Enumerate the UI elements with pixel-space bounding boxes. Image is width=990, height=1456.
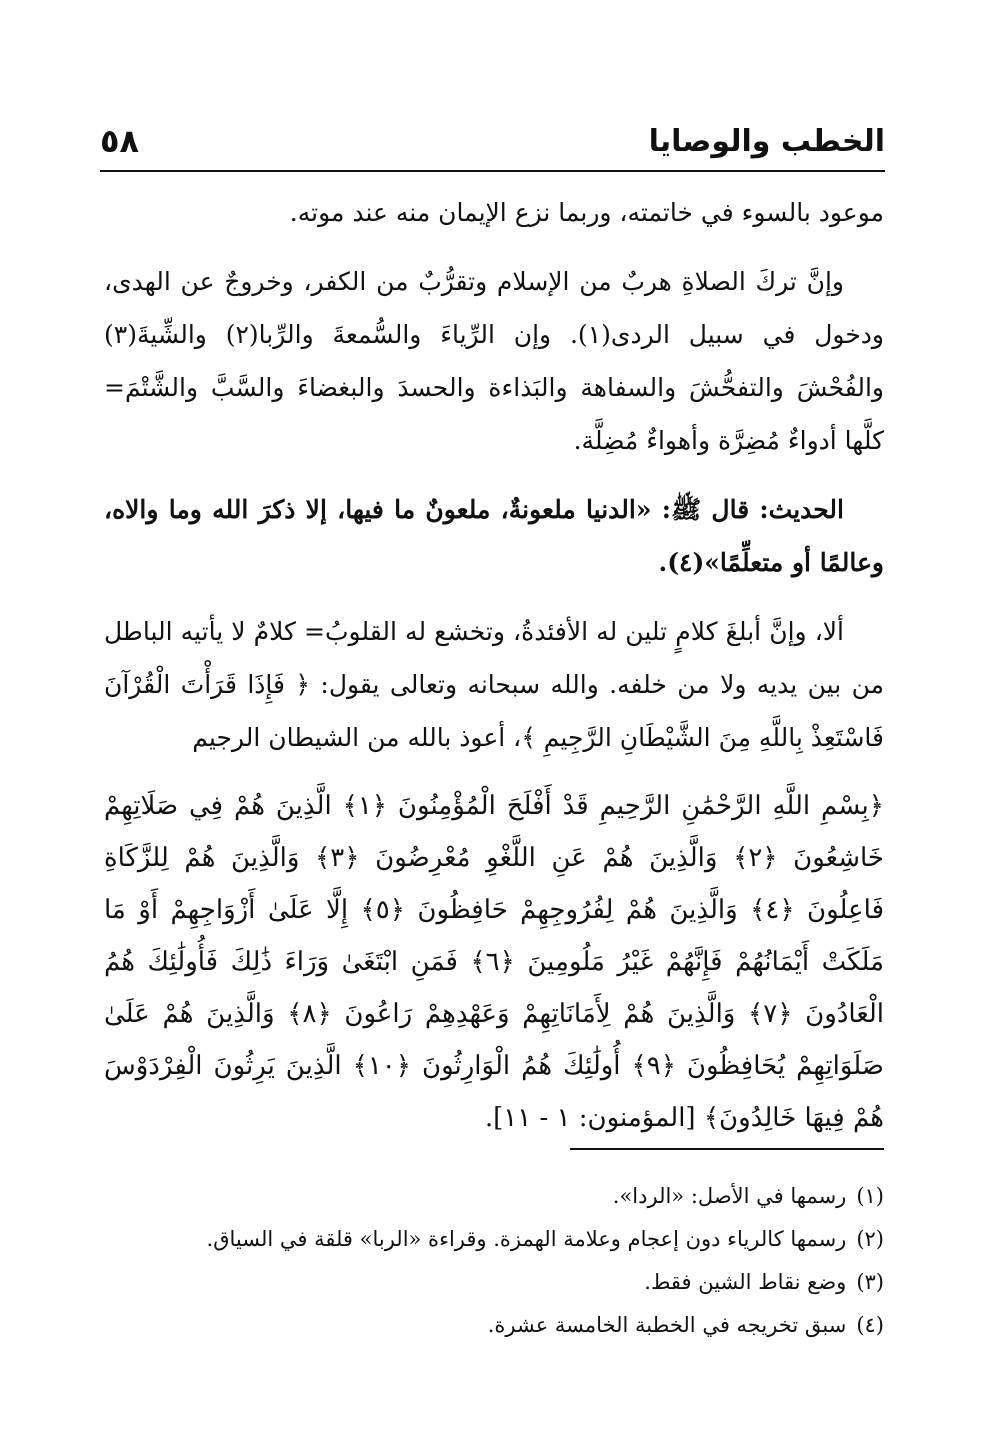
footnotes xyxy=(104,1175,884,1347)
footnote-separator xyxy=(570,1148,884,1150)
page-header xyxy=(100,118,885,172)
hadith-paragraph: الحديث: قال ﷺ: «الدنيا ملعونةٌ، ملعونٌ ما فيها، إلا ذكرَ الله وما والاه، وعالمًا أو متعلِّمًا»(٤). xyxy=(104,495,884,577)
quran-passage: ﴿بِسْمِ اللَّهِ الرَّحْمَٰنِ الرَّحِيمِ قَدْ أَفْلَحَ الْمُؤْمِنُونَ ﴿١﴾ الَّذِينَ هُمْ فِي صَلَاتِهِمْ خَاشِعُونَ ﴿٢﴾ وَالَّذِينَ هُمْ عَنِ اللَّغْوِ مُعْرِضُونَ ﴿٣﴾ وَالَّذِينَ هُمْ لِلزَّكَاةِ فَاعِلُونَ ﴿٤﴾ وَالَّذِينَ هُمْ لِفُرُوجِهِمْ حَافِظُونَ ﴿٥﴾ إِلَّا عَلَىٰ أَزْوَاجِهِمْ أَوْ مَا مَلَكَتْ أَيْمَانُهُمْ فَإِنَّهُمْ غَيْرُ مَلُومِينَ ﴿٦﴾ فَمَنِ ابْتَغَىٰ وَرَاءَ ذَٰلِكَ فَأُولَٰئِكَ هُمُ الْعَادُونَ ﴿٧﴾ وَالَّذِينَ هُمْ لِأَمَانَاتِهِمْ وَعَهْدِهِمْ رَاعُونَ ﴿٨﴾ وَالَّذِينَ هُمْ عَلَىٰ صَلَوَاتِهِمْ يُحَافِظُونَ ﴿٩﴾ أُولَٰئِكَ هُمُ الْوَارِثُونَ ﴿١٠﴾ الَّذِينَ يَرِثُونَ الْفِرْدَوْسَ هُمْ فِيهَا خَالِدُونَ﴾ [المؤمنون: ١ - ١١]. xyxy=(104,791,885,1133)
footnote-number: (٣) xyxy=(856,1270,884,1294)
footnote-number: (٢) xyxy=(856,1227,884,1251)
footnote-2 xyxy=(104,1218,884,1261)
paragraph-1: موعود بالسوء في خاتمته، وربما نزع الإيمان منه عند موته. xyxy=(289,198,884,227)
footnote-text: وضع نقاط الشين فقط. xyxy=(644,1270,847,1294)
paragraph-2: وإنَّ تركَ الصلاةِ هربٌ من الإسلام وتقرُّبٌ من الكفر، وخروجٌ عن الهدى، ودخول في سبيل الردى(١). وإن الرِّياءَ والسُّمعةَ والرِّبا(٢) والشِّيةَ(٣) والفُحْشَ والتفحُّشَ والسفاهة والبَذاءة والحسدَ والبغضاءَ والسَّبَّ والشَّتْمَ= كلَّها أدواءٌ مُضِرَّة وأهواءٌ مُضِلَّة. xyxy=(104,267,884,455)
footnote-text: رسمها في الأصل: «الردا». xyxy=(612,1184,847,1208)
footnote-4 xyxy=(104,1304,884,1347)
main-text xyxy=(104,186,884,1160)
footnote-number: (١) xyxy=(856,1184,884,1208)
running-title: الخطب والوصايا xyxy=(648,124,885,159)
page-number: ٥٨ xyxy=(100,122,140,160)
paragraph-4-intro: ألا، وإنَّ أبلغَ كلامٍ تلين له الأفئدةُ، وتخشع له القلوبُ= كلامٌ لا يأتيه الباطل من بين يديه ولا من خلفه. والله سبحانه وتعالى يقول: ﴿ فَإِذَا قَرَأْتَ الْقُرْآنَ فَاسْتَعِذْ بِاللَّهِ مِنَ الشَّيْطَانِ الرَّجِيمِ ﴾، أعوذ بالله من الشيطان الرجيم xyxy=(104,617,884,752)
footnote-text: رسمها كالرياء دون إعجام وعلامة الهمزة. وقراءة «الربا» قلقة في السياق. xyxy=(206,1227,847,1251)
footnote-text: سبق تخريجه في الخطبة الخامسة عشرة. xyxy=(487,1313,847,1337)
footnote-1 xyxy=(104,1175,884,1218)
footnote-3 xyxy=(104,1261,884,1304)
footnote-number: (٤) xyxy=(856,1313,884,1337)
